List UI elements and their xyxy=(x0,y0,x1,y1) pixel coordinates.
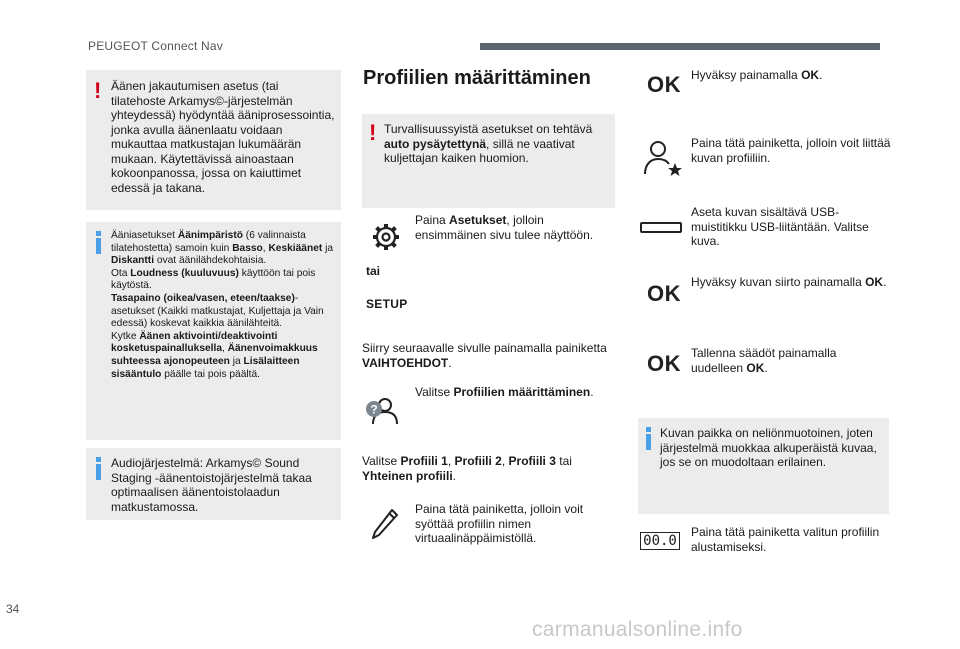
exclamation-icon: ! xyxy=(369,120,377,145)
info-box-audio-system xyxy=(86,448,341,520)
edit-name-instruction: Paina tätä painiketta, jolloin voit syöttää profiilin nimen virtuaalinäppäimistöllä. xyxy=(415,502,584,545)
section-title: Profiilien määrittäminen xyxy=(363,67,591,89)
reset-display-label: 00.0 xyxy=(640,532,680,550)
audio-text: Audiojärjestelmä: Arkamys© Sound Staging -äänentoistojärjestelmä takaa optimaalisen äänentoistolaadun matkustamossa. xyxy=(111,456,312,514)
safety-warning-text: Turvallisuussyistä asetukset on tehtävä auto pysäytettynä, sillä ne vaativat kuljettajan kaiken huomion. xyxy=(384,122,593,165)
step-confirm-ok: Hyväksy painamalla OK. xyxy=(691,68,823,82)
ok-button-label: OK xyxy=(647,281,681,306)
setup-button-label: SETUP xyxy=(366,297,408,311)
warning-box-sound-distribution xyxy=(86,70,341,210)
info-icon xyxy=(646,427,651,450)
running-header: PEUGEOT Connect Nav xyxy=(88,39,223,53)
warning-text: Äänen jakautumisen asetus (tai tilatehoste Arkamys©-järjestelmän yhteydessä) hyödyntää ääniprosessointia, jonka avulla äänenlaatu voidaan mukauttaa matkustajan lukumäärän mukaan. Käytettävissä ainoastaan kokoonpanossa, jossa on kaiuttimet edessä ja takana. xyxy=(111,79,335,195)
profile-star-icon xyxy=(642,138,684,178)
or-label: tai xyxy=(366,264,381,278)
page-number: 34 xyxy=(6,602,20,616)
pencil-icon xyxy=(370,507,400,541)
gear-icon xyxy=(370,221,402,253)
step-confirm-transfer: Hyväksy kuvan siirto painamalla OK. xyxy=(691,275,887,289)
settings-text: Ääniasetukset Äänimpäristö (6 valinnaista tilatehostetta) samoin kuin Basso, Keskiäänet ja Diskantti ovat äänilähdekohtaisia. Ota Loudness (kuuluvuus) käyttöön tai pois käytöstä. Tasapaino (oikea/vasen, eteen/taakse)-asetukset (Kaikki matkustajat, Kuljettaja ja Vain edessä) koskevat kaikkia äänilähteitä. Kytke Äänen aktivointi/deaktivointi kosketuspainalluksella, Äänenvoimakkuus suhteessa ajonopeuteen ja Lisälaitteen sisääntulo päälle tai pois päältä. xyxy=(111,230,334,380)
ok-button-label: OK xyxy=(647,351,681,376)
watermark: carmanualsonline.info xyxy=(532,618,743,641)
step-attach-image: Paina tätä painiketta, jolloin voit liittää kuvan profiiliin. xyxy=(691,136,891,165)
info-icon xyxy=(96,457,101,480)
next-page-instruction: Siirry seuraavalle sivulle painamalla painiketta VAIHTOEHDOT. xyxy=(362,341,607,370)
header-bar xyxy=(480,43,880,50)
info-box-image-shape xyxy=(638,418,889,514)
step-insert-usb: Aseta kuvan sisältävä USB-muistitikku USB-liitäntään. Valitse kuva. xyxy=(691,205,869,248)
ok-button-label: OK xyxy=(647,72,681,97)
settings-instruction: Paina Asetukset, jolloin ensimmäinen sivu tulee näyttöön. xyxy=(415,213,594,242)
info-icon xyxy=(96,231,101,254)
help-icon xyxy=(365,395,399,425)
usb-icon xyxy=(640,222,682,233)
step-save-settings: Tallenna säädöt painamalla uudelleen OK. xyxy=(691,346,837,375)
step-reset-profile: Paina tätä painiketta valitun profiilin alustamiseksi. xyxy=(691,525,880,554)
info-box-sound-settings xyxy=(86,222,341,440)
image-shape-text: Kuvan paikka on neliönmuotoinen, joten järjestelmä muokkaa alkuperäistä kuvaa, jos se on muodoltaan erilainen. xyxy=(660,426,877,469)
select-profile-instruction: Valitse Profiili 1, Profiili 2, Profiili 3 tai Yhteinen profiili. xyxy=(362,454,572,483)
warning-box-safety xyxy=(362,114,615,208)
exclamation-icon: ! xyxy=(94,78,102,103)
svg-text:?: ? xyxy=(370,402,378,417)
select-profiles-instruction: Valitse Profiilien määrittäminen. xyxy=(415,385,594,399)
